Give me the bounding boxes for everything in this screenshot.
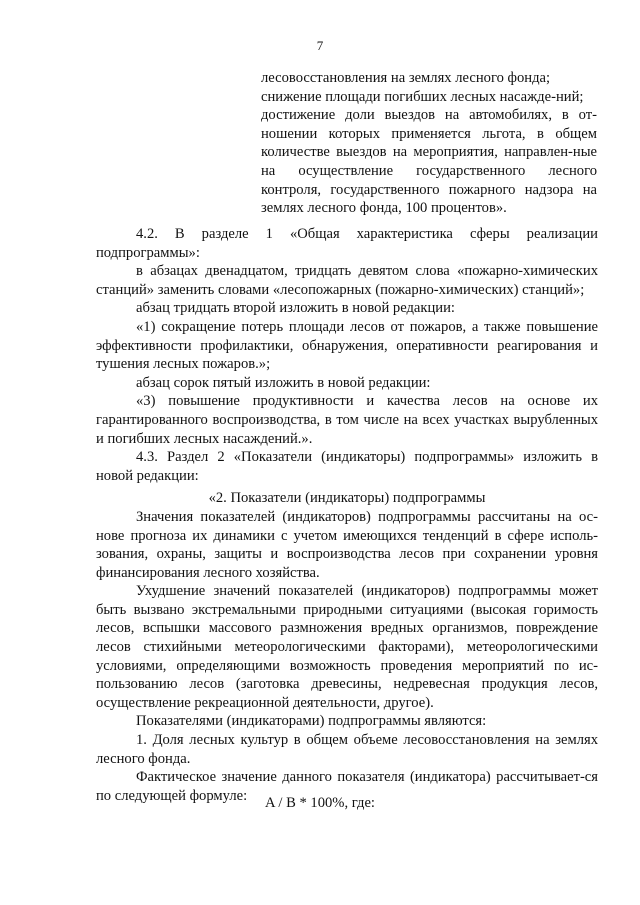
section-heading: «2. Показатели (индикаторы) подпрограммы (208, 490, 486, 507)
quote-line-1: лесовосстановления на землях лесного фонда; (261, 70, 551, 86)
document-body (96, 225, 598, 805)
paragraph-45-intro: абзац сорок пятый изложить в новой редакции: (136, 374, 431, 391)
quoted-amendment-text (261, 69, 597, 218)
paragraph-32-text: «1) сокращение потерь площади лесов от пожаров, а также повышение эффективности профилактики, обнаружения, оперативности реагирования и тушения лесных пожаров.»; (96, 318, 598, 373)
section-paragraph-4: 1. Доля лесных культур в общем объеме лесовосстановления на землях лесного фонда. (96, 732, 598, 767)
section-paragraph-1: Значения показателей (индикаторов) подпрограммы рассчитаны на ос-нове прогноза их динамики с учетом имеющихся тенденций в сфере исполь-зования, охраны, защиты и воспроизводства лесов при сохранении уровня финансирования лесного хозяйства. (96, 508, 598, 581)
paragraph-45-text: «3) повышение продуктивности и качества лесов на основе их гарантированного воспроизводства, в том числе на всех участках вырубленных и погибших лесных насаждений.». (96, 393, 598, 447)
paragraph-4-2: 4.2. В разделе 1 «Общая характеристика сферы реализации подпрограммы»: (96, 226, 598, 261)
quote-line-2: снижение площади погибших лесных насажде-ний; (261, 88, 584, 105)
section-paragraph-5: Фактическое значение данного показателя (индикатора) рассчитывает-ся по следующей формуле: (96, 769, 598, 804)
formula: A / B * 100%, где: (265, 795, 375, 811)
quote-line-3: достижение доли выездов на автомобилях, в от-ношении которых применяется льгота, в общем количестве выездов на мероприятия, направлен-ные на осуществление государственного лесного контроля, государственного пожарного надзора на землях лесного фонда, 100 процентов». (261, 107, 597, 217)
paragraph-32-intro: абзац тридцать второй изложить в новой редакции: (136, 300, 455, 317)
section-paragraph-3: Показателями (индикаторами) подпрограммы являются: (136, 713, 487, 730)
page-number: 7 (316, 38, 324, 53)
paragraph-replace-words: в абзацах двенадцатом, тридцать девятом слова «пожарно-химических станций» заменить словами «лесопожарных (пожарно-химических) станций»; (96, 263, 598, 298)
paragraph-4-3: 4.3. Раздел 2 «Показатели (индикаторы) подпрограммы» изложить в новой редакции: (96, 449, 598, 484)
section-paragraph-2: Ухудшение значений показателей (индикаторов) подпрограммы может быть вызвано экстремальными природными ситуациями (высокая горимость лесов, вспышки массового размножения вредных организмов, повреждение лесов стихийными метеорологическими факторами), метеорологическими условиями, определяющими возможность проведения мероприятий по ис-пользованию лесов (заготовка древесины, недревесная продукция лесов, осуществление рекреационной деятельности, другое). (96, 583, 598, 711)
